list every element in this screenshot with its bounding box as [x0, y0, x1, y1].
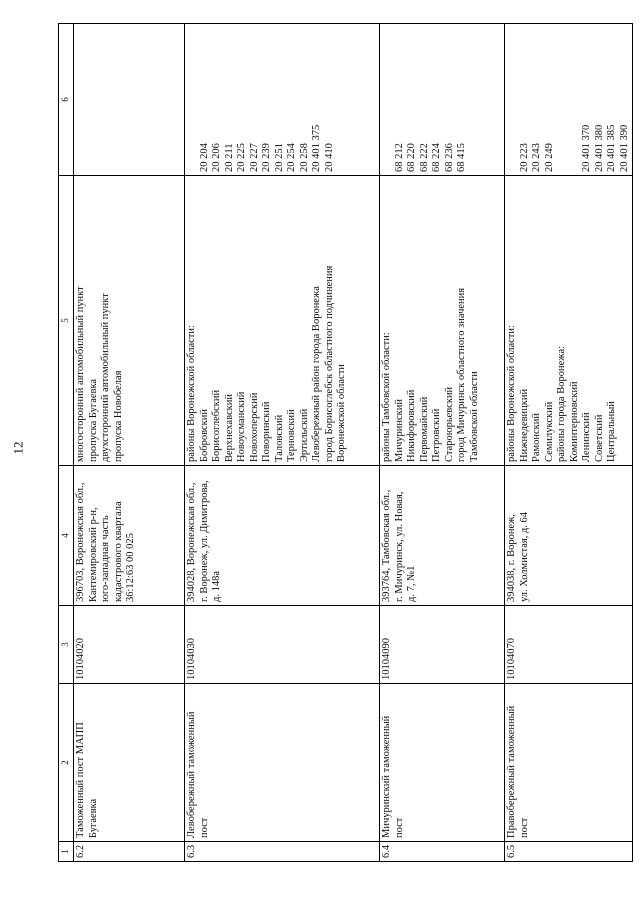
cell-line: 394038, г. Воронеж,	[506, 513, 517, 602]
cell-line	[569, 27, 582, 172]
cell-line: 20 401 375	[311, 124, 322, 172]
cell-line: Левобережный район города Воронежа	[311, 286, 322, 462]
post-code-cell: 10104090	[380, 606, 505, 684]
cell-line: Семилукский	[543, 401, 555, 462]
cell-line: 20 401 370	[581, 124, 592, 172]
page-number: 12	[10, 441, 26, 455]
cell-line: Первомайский	[418, 396, 430, 462]
line-spacer	[381, 27, 394, 172]
cell-line: Правобережный таможенный	[506, 705, 517, 838]
row-number-cell: 6.5	[505, 842, 633, 862]
cell-line: 68 212	[393, 143, 405, 172]
cell-line: г. Воронеж, ул. Димитрова,	[198, 480, 210, 602]
post-code-cell: 10104020	[74, 606, 185, 684]
table-row	[74, 24, 185, 862]
cell-line: ул. Холмистая, д. 64	[518, 511, 530, 602]
cell-line: Бобровский	[198, 408, 210, 462]
post-address-cell	[505, 466, 633, 606]
served-areas-cell	[380, 176, 505, 466]
cell-line: 20 251	[273, 143, 285, 172]
cell-line: Борисоглебский	[211, 389, 222, 462]
post-name-cell	[185, 684, 380, 842]
cell-line: Поворинский	[261, 401, 272, 462]
cell-line: 68 236	[443, 143, 455, 172]
cell-line: Таможенный пост МАПП	[75, 722, 86, 838]
cell-line: Тамбовской области	[468, 371, 480, 462]
header-cell: 1	[59, 842, 74, 862]
cell-line: многосторонний автомобильный пункт	[75, 286, 86, 462]
cell-line: г. Мичуринск, ул. Новая,	[393, 491, 405, 602]
header-cell: 4	[59, 466, 74, 606]
cell-line: 68 222	[418, 143, 430, 172]
okato-codes-cell	[74, 24, 185, 176]
cell-line: город Борисоглебск областного подчинения	[323, 265, 335, 462]
customs-posts-table	[58, 23, 633, 862]
cell-line: пост	[518, 817, 530, 838]
cell-line: 20 239	[261, 143, 272, 172]
cell-line: 20 243	[531, 143, 542, 172]
cell-line: 20 410	[323, 143, 335, 172]
cell-line: 68 224	[431, 143, 442, 172]
cell-line: 20 211	[223, 143, 235, 172]
header-cell: 3	[59, 606, 74, 684]
customs-table-wrapper	[58, 24, 633, 862]
row-number-cell: 6.2	[74, 842, 185, 862]
cell-line: 20 204	[198, 143, 210, 172]
cell-line: Мичуринский таможенный	[381, 715, 392, 838]
cell-line: 20 258	[298, 143, 310, 172]
table-header-row	[59, 24, 74, 862]
header-cell: 2	[59, 684, 74, 842]
post-name-cell	[380, 684, 505, 842]
cell-line: районы Воронежской области:	[506, 325, 517, 462]
post-address-cell	[74, 466, 185, 606]
cell-line: пропуска Бугаевка	[87, 378, 99, 462]
cell-line: пропуска Новобелая	[112, 370, 124, 462]
post-address-cell	[380, 466, 505, 606]
cell-line: 20 401 385	[606, 124, 617, 172]
cell-line: 68 220	[406, 143, 417, 172]
post-code-cell: 10104030	[185, 606, 380, 684]
okato-codes-cell	[185, 24, 380, 176]
served-areas-cell	[74, 176, 185, 466]
cell-line: пост	[393, 817, 405, 838]
cell-line: 20 401 390	[618, 124, 630, 172]
post-name-cell	[74, 684, 185, 842]
cell-line: Староюрьевский	[443, 386, 455, 462]
cell-line: 20 225	[236, 143, 247, 172]
cell-line: юго-западная часть	[100, 515, 111, 602]
post-address-cell	[185, 466, 380, 606]
header-cell: 6	[59, 24, 74, 176]
table-row	[185, 24, 380, 862]
okato-codes-cell	[380, 24, 505, 176]
line-spacer	[186, 27, 199, 172]
post-code-cell: 10104070	[505, 606, 633, 684]
cell-line: 396703, Воронежская обл.,	[75, 482, 86, 602]
cell-line: 393764, Тамбовская обл.,	[381, 489, 392, 602]
cell-line: Новоусманский	[236, 391, 247, 462]
cell-line: Мичуринский	[393, 399, 405, 462]
cell-line: пост	[198, 817, 210, 838]
cell-line: 36:12:63 00 025	[125, 533, 136, 602]
cell-line: Петровский	[431, 408, 442, 462]
cell-line: 394028, Воронежская обл.,	[186, 482, 197, 602]
cell-line: районы Тамбовской области:	[381, 332, 392, 462]
row-number-cell: 6.3	[185, 842, 380, 862]
cell-line: Коминтерновский	[568, 381, 580, 462]
cell-line: районы города Воронежа:	[556, 345, 567, 462]
cell-line: 20 223	[518, 143, 530, 172]
line-spacer	[506, 27, 519, 172]
cell-line	[556, 27, 569, 172]
served-areas-cell	[185, 176, 380, 466]
cell-line: Кантемировский р-н,	[87, 507, 99, 602]
cell-line: Ленинский	[581, 412, 592, 462]
cell-line: двухсторонний автомобильный пункт	[100, 293, 111, 462]
cell-line: город Мичуринск областного значения	[456, 287, 467, 462]
cell-line: 20 254	[286, 143, 297, 172]
cell-line: д. 7, №1	[406, 565, 417, 602]
cell-line: Эртильский	[298, 408, 310, 462]
cell-line: Рамонский	[531, 412, 542, 462]
row-number-cell: 6.4	[380, 842, 505, 862]
cell-line: районы Воронежской области:	[186, 325, 197, 462]
cell-line: Центральный	[606, 401, 617, 462]
cell-line: 68 415	[456, 143, 467, 172]
served-areas-cell	[505, 176, 633, 466]
cell-line: Нижнедевицкий	[518, 388, 530, 462]
cell-line: Советский	[593, 414, 605, 462]
cell-line: Левобережный таможенный	[186, 711, 197, 838]
cell-line: Верхнехавский	[223, 394, 235, 462]
cell-line: Бугаевка	[87, 798, 99, 838]
cell-line: Терновский	[286, 409, 297, 462]
header-cell: 5	[59, 176, 74, 466]
post-name-cell	[505, 684, 633, 842]
cell-line: Воронежской области	[336, 364, 347, 462]
cell-line: Новохоперский	[248, 392, 260, 462]
cell-line: кадастрового квартала	[112, 501, 124, 602]
table-row	[380, 24, 505, 862]
cell-line: 20 227	[248, 143, 260, 172]
cell-line: Таловский	[273, 414, 285, 462]
cell-line: д. 148а	[211, 570, 222, 602]
cell-line: 20 206	[211, 143, 222, 172]
okato-codes-cell	[505, 24, 633, 176]
table-row	[505, 24, 633, 862]
cell-line: Никифоровский	[406, 389, 417, 462]
cell-line: 20 401 380	[593, 124, 605, 172]
cell-line: 20 249	[543, 143, 555, 172]
